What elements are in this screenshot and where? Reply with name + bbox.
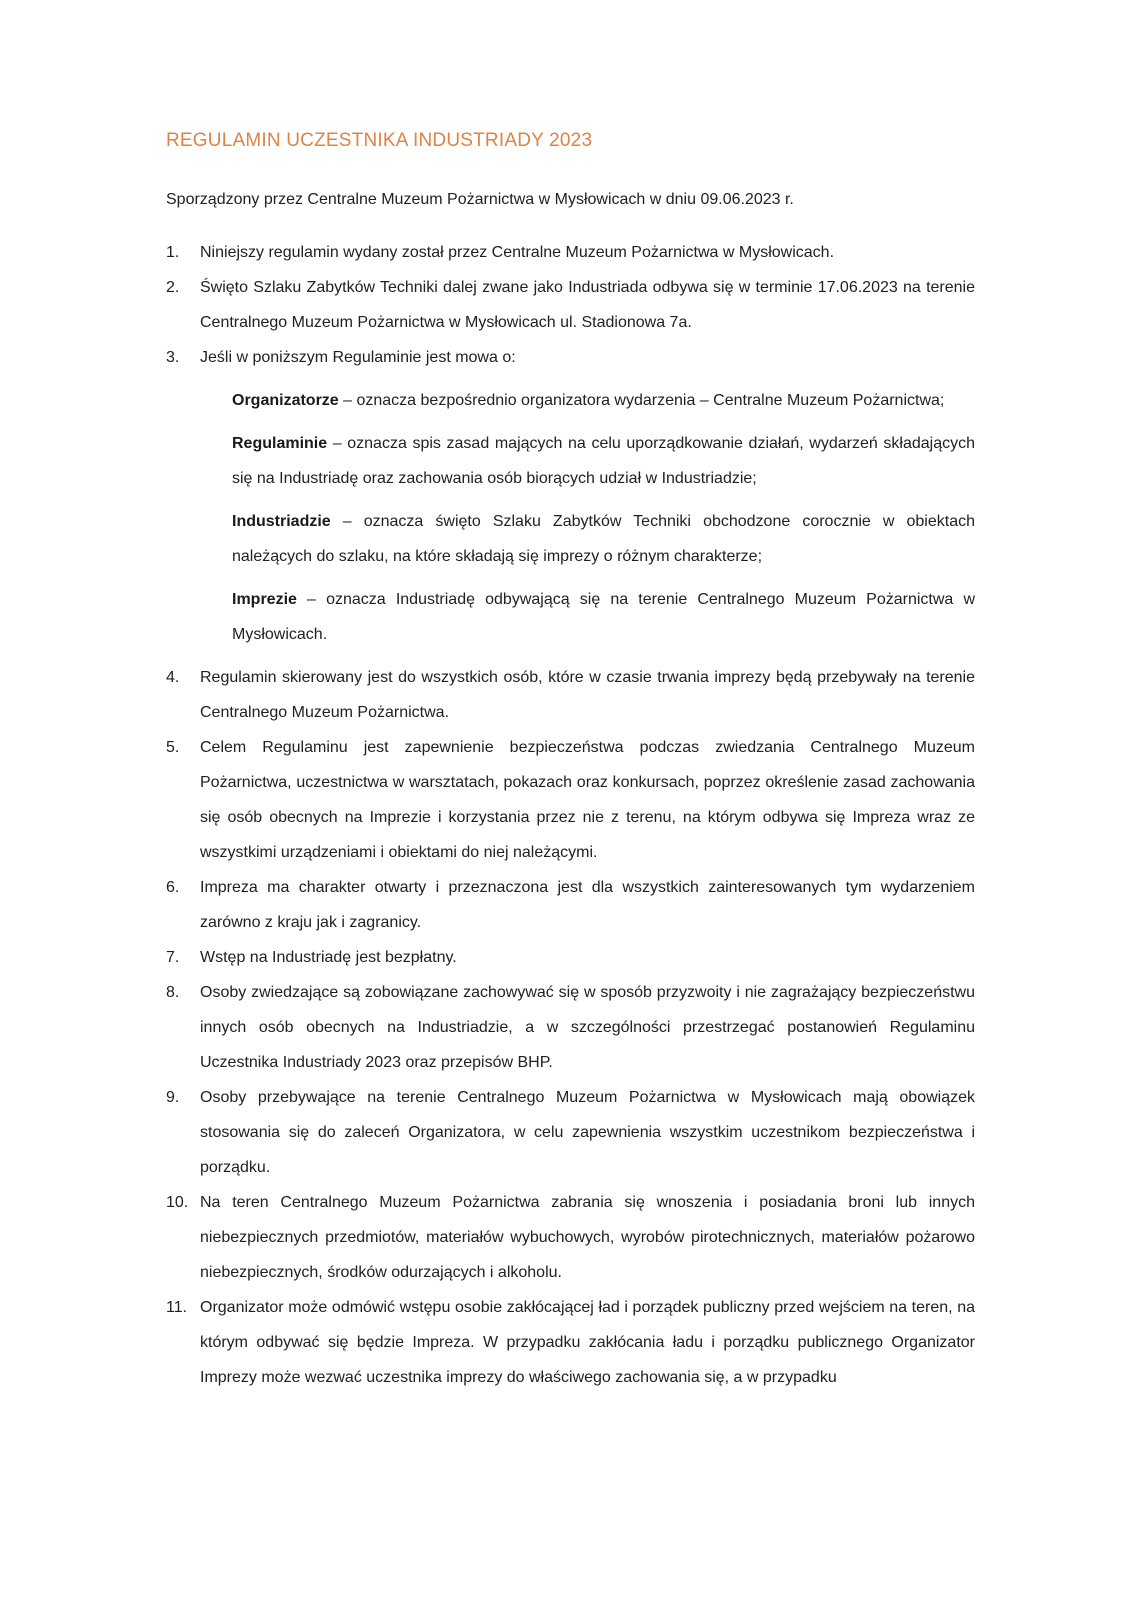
list-item bbox=[166, 660, 975, 730]
definition-term: Organizatorze bbox=[232, 392, 339, 409]
definition-imprezie bbox=[232, 582, 975, 652]
definition-industriadzie bbox=[232, 504, 975, 574]
list-item bbox=[166, 730, 975, 870]
definition-text: – oznacza święto Szlaku Zabytków Techniki obchodzone corocznie w obiektach należących do szlaku, na które składają się imprezy o różnym charakterze; bbox=[232, 513, 975, 565]
document-title: REGULAMIN UCZESTNIKA INDUSTRIADY 2023 bbox=[166, 130, 593, 151]
definition-term: Imprezie bbox=[232, 591, 297, 608]
definition-organizatorze bbox=[232, 383, 975, 418]
item-number: 7. bbox=[166, 949, 180, 966]
item-text: Osoby zwiedzające są zobowiązane zachowywać się w sposób przyzwoity i nie zagrażający bezpieczeństwu innych osób obecnych na Industriadzie, a w szczególności przestrzegać postanowień Regulaminu Uczestnika Industriady 2023 oraz przepisów BHP. bbox=[200, 984, 975, 1071]
item-text: Celem Regulaminu jest zapewnienie bezpieczeństwa podczas zwiedzania Centralnego Muzeum Pożarnictwa, uczestnictwa w warsztatach, pokazach oraz konkursach, poprzez określenie zasad zachowania się osób obecnych na Imprezie i korzystania przez nie z terenu, na którym odbywa się Impreza wraz ze wszystkimi urządzeniami i obiektami do niej należącymi. bbox=[200, 739, 975, 861]
item-number: 2. bbox=[166, 279, 180, 296]
item-text: Regulamin skierowany jest do wszystkich osób, które w czasie trwania imprezy będą przebywały na terenie Centralnego Muzeum Pożarnictwa. bbox=[200, 669, 975, 721]
list-item bbox=[166, 270, 975, 340]
item-number: 5. bbox=[166, 739, 180, 756]
item-number: 9. bbox=[166, 1089, 180, 1106]
numbered-list bbox=[166, 235, 975, 1395]
list-item bbox=[166, 870, 975, 940]
item-text: Jeśli w poniższym Regulaminie jest mowa o: bbox=[200, 349, 516, 366]
item-text: Na teren Centralnego Muzeum Pożarnictwa zabrania się wnoszenia i posiadania broni lub innych niebezpiecznych przedmiotów, materiałów wybuchowych, wyrobów pirotechnicznych, materiałów pożarowo niebezpiecznych, środków odurzających i alkoholu. bbox=[200, 1194, 975, 1281]
definition-text: – oznacza Industriadę odbywającą się na terenie Centralnego Muzeum Pożarnictwa w Mysłowicach. bbox=[232, 591, 975, 643]
item-number: 8. bbox=[166, 984, 180, 1001]
item-text: Impreza ma charakter otwarty i przeznaczona jest dla wszystkich zainteresowanych tym wydarzeniem zarówno z kraju jak i zagranicy. bbox=[200, 879, 975, 931]
list-item bbox=[166, 1185, 975, 1290]
list-item bbox=[166, 340, 975, 375]
definition-text: – oznacza spis zasad mających na celu uporządkowanie działań, wydarzeń składających się na Industriadę oraz zachowania osób biorących udział w Industriadzie; bbox=[232, 435, 975, 487]
item-text: Organizator może odmówić wstępu osobie zakłócającej ład i porządek publiczny przed wejściem na teren, na którym odbywać się będzie Impreza. W przypadku zakłócania ładu i porządku publicznego Organizator Imprezy może wezwać uczestnika imprezy do właściwego zachowania się, a w przypadku bbox=[200, 1299, 975, 1386]
definition-term: Regulaminie bbox=[232, 435, 328, 452]
document-intro: Sporządzony przez Centralne Muzeum Pożarnictwa w Mysłowicach w dniu 09.06.2023 r. bbox=[166, 191, 794, 208]
item-number: 4. bbox=[166, 669, 180, 686]
definition-text: – oznacza bezpośrednio organizatora wydarzenia – Centralne Muzeum Pożarnictwa; bbox=[338, 392, 945, 409]
item-text: Niniejszy regulamin wydany został przez Centralne Muzeum Pożarnictwa w Mysłowicach. bbox=[200, 244, 835, 261]
item-number: 10. bbox=[166, 1194, 189, 1211]
item-number: 11. bbox=[166, 1299, 188, 1316]
definition-term: Industriadzie bbox=[232, 513, 331, 530]
list-item bbox=[166, 975, 975, 1080]
list-item bbox=[166, 1080, 975, 1185]
item-number: 6. bbox=[166, 879, 180, 896]
item-number: 1. bbox=[166, 244, 180, 261]
item-text: Osoby przebywające na terenie Centralnego Muzeum Pożarnictwa w Mysłowicach mają obowiązek stosowania się do zaleceń Organizatora, w celu zapewnienia wszystkim uczestnikom bezpieczeństwa i porządku. bbox=[200, 1089, 975, 1176]
item-number: 3. bbox=[166, 349, 180, 366]
list-item bbox=[166, 940, 975, 975]
item-text: Święto Szlaku Zabytków Techniki dalej zwane jako Industriada odbywa się w terminie 17.06.2023 na terenie Centralnego Muzeum Pożarnictwa w Mysłowicach ul. Stadionowa 7a. bbox=[200, 279, 975, 331]
definition-regulaminie bbox=[232, 426, 975, 496]
item-text: Wstęp na Industriadę jest bezpłatny. bbox=[200, 949, 457, 966]
list-item bbox=[166, 1290, 975, 1395]
list-item bbox=[166, 235, 975, 270]
